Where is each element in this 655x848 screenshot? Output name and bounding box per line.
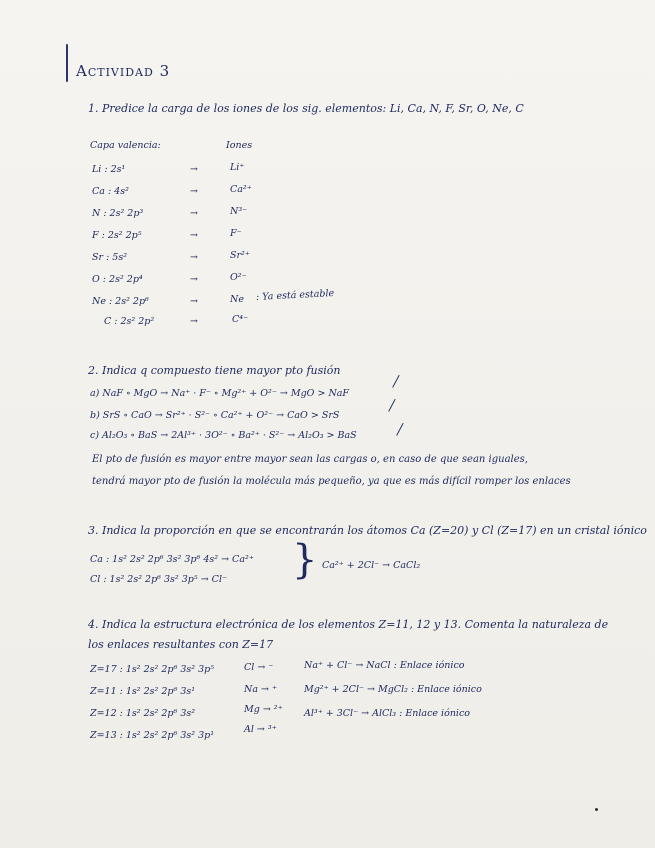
q1-arrow-c: → xyxy=(190,316,198,327)
q4-ion-cl: Cl → ⁻ xyxy=(244,662,274,673)
q1-ion-li: Li⁺ xyxy=(230,162,245,173)
q1-arrow-f: → xyxy=(190,230,198,241)
q1-config-c: C : 2s² 2p² xyxy=(104,316,155,327)
q2-line-c: c) Al₂O₃ ∘ BaS → 2Al³⁺ · 3O²⁻ ∘ Ba²⁺ · S²⁻ → Al₂O₃ > BaS xyxy=(90,430,357,441)
q4-bond-nacl: Na⁺ + Cl⁻ → NaCl : Enlace iónico xyxy=(304,660,465,671)
q4-bond-mgcl2: Mg²⁺ + 2Cl⁻ → MgCl₂ : Enlace iónico xyxy=(304,684,482,695)
q1-config-n: N : 2s² 2p³ xyxy=(92,208,144,219)
q1-config-f: F : 2s² 2p⁵ xyxy=(92,230,142,241)
q2-prompt: 2. Indica q compuesto tiene mayor pto fusión xyxy=(88,364,341,377)
q1-prompt: 1. Predice la carga de los iones de los sig. elementos: Li, Ca, N, F, Sr, O, Ne, C xyxy=(88,102,524,115)
page-dot xyxy=(595,808,598,811)
q1-ion-n: N³⁻ xyxy=(230,206,248,217)
q1-config-ne: Ne : 2s² 2p⁶ xyxy=(92,296,149,307)
q1-note-ne: : Ya está estable xyxy=(255,287,335,304)
q1-config-o: O : 2s² 2p⁴ xyxy=(92,274,143,285)
q1-ion-f: F⁻ xyxy=(230,228,242,239)
q4-bond-alcl3: Al³⁺ + 3Cl⁻ → AlCl₃ : Enlace iónico xyxy=(304,708,471,719)
q1-arrow-sr: → xyxy=(190,252,198,263)
q4-ion-al: Al → ³⁺ xyxy=(244,724,277,735)
q3-line-ca: Ca : 1s² 2s² 2p⁶ 3s² 3p⁶ 4s² → Ca²⁺ xyxy=(90,554,254,565)
q2-line-a: a) NaF ∘ MgO → Na⁺ · F⁻ ∘ Mg²⁺ + O²⁻ → MgO > NaF xyxy=(90,388,350,399)
q4-ion-mg: Mg → ²⁺ xyxy=(244,704,283,715)
q1-ion-o: O²⁻ xyxy=(230,272,247,283)
check-mark-c xyxy=(387,418,403,436)
q3-line-cl: Cl : 1s² 2s² 2p⁶ 3s² 3p⁵ → Cl⁻ xyxy=(90,574,227,585)
q4-ion-na: Na → ⁺ xyxy=(244,684,277,695)
q4-prompt-1: 4. Indica la estructura electrónica de los elementos Z=11, 12 y 13. Comenta la naturaleza de xyxy=(88,618,609,631)
q2-line-b: b) SrS ∘ CaO → Sr²⁺ · S²⁻ ∘ Ca²⁺ + O²⁻ → CaO > SrS xyxy=(90,410,340,421)
q3-result: Ca²⁺ + 2Cl⁻ → CaCl₂ xyxy=(322,560,421,571)
q3-prompt: 3. Indica la proporción en que se encontrarán los átomos Ca (Z=20) y Cl (Z=17) en un cristal iónico xyxy=(88,524,647,537)
q1-arrow-ne: → xyxy=(190,296,198,307)
q1-ions-header: Iones xyxy=(226,140,253,151)
q4-config-z12: Z=12 : 1s² 2s² 2p⁶ 3s² xyxy=(90,708,196,719)
q1-arrow-ca: → xyxy=(190,186,198,197)
q1-ion-ne: Ne xyxy=(230,294,244,305)
q1-arrow-n: → xyxy=(190,208,198,219)
q1-ion-ca: Ca²⁺ xyxy=(230,184,252,195)
q2-explanation-2: tendrá mayor pto de fusión la molécula más pequeño, ya que es más difícil romper los enlaces xyxy=(92,476,571,487)
q4-config-z17: Z=17 : 1s² 2s² 2p⁶ 3s² 3p⁵ xyxy=(90,664,215,675)
q1-config-li: Li : 2s¹ xyxy=(92,164,126,175)
q2-explanation-1: El pto de fusión es mayor entre mayor sean las cargas o, en caso de que sean iguales, xyxy=(92,454,528,465)
q1-arrow-li: → xyxy=(190,164,198,175)
q4-config-z13: Z=13 : 1s² 2s² 2p⁶ 3s² 3p¹ xyxy=(90,730,215,741)
page-title: Actividad 3 xyxy=(76,62,171,80)
q4-prompt-2: los enlaces resultantes con Z=17 xyxy=(88,638,274,651)
q3-brace: } xyxy=(292,537,318,583)
check-mark-a xyxy=(383,370,399,388)
q1-arrow-o: → xyxy=(190,274,198,285)
q4-config-z11: Z=11 : 1s² 2s² 2p⁶ 3s¹ xyxy=(90,686,196,697)
q1-valence-header: Capa valencia: xyxy=(90,140,161,151)
q1-config-ca: Ca : 4s² xyxy=(92,186,129,197)
check-mark-b xyxy=(379,394,395,412)
q1-ion-c: C⁴⁻ xyxy=(232,314,249,325)
q1-config-sr: Sr : 5s² xyxy=(92,252,128,263)
margin-mark xyxy=(66,44,68,82)
q1-ion-sr: Sr²⁺ xyxy=(230,250,250,261)
